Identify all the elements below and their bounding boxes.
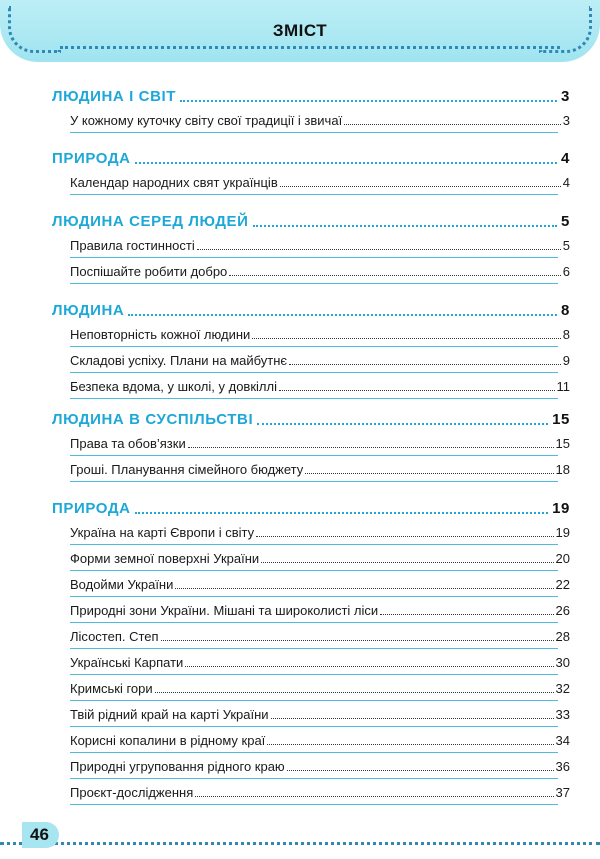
toc-entry[interactable] xyxy=(70,525,570,540)
page-number: 46 xyxy=(22,822,59,848)
entry-page-number: 5 xyxy=(562,238,570,253)
section-title: ЛЮДИНА В СУСПІЛЬСТВІ xyxy=(52,411,254,428)
section-title: ЛЮДИНА І СВІТ xyxy=(52,88,177,105)
entry-underline xyxy=(70,372,558,373)
toc-section-heading[interactable] xyxy=(52,150,570,167)
toc-entry[interactable] xyxy=(70,707,570,722)
dot-leader xyxy=(128,313,557,316)
entry-page-number: 3 xyxy=(562,113,570,128)
dot-leader xyxy=(229,274,560,276)
entry-label: Безпека вдома, у школі, у довкіллі xyxy=(70,379,277,394)
entry-underline xyxy=(70,398,558,399)
entry-underline xyxy=(70,257,558,258)
dot-leader xyxy=(380,613,553,615)
entry-underline xyxy=(70,674,558,675)
toc-entry[interactable] xyxy=(70,327,570,342)
toc-entry[interactable] xyxy=(70,113,570,128)
dot-leader xyxy=(279,389,555,391)
entry-underline xyxy=(70,804,558,805)
section-page-number: 4 xyxy=(561,150,570,167)
toc-entry[interactable] xyxy=(70,238,570,253)
toc-entry[interactable] xyxy=(70,462,570,477)
dot-leader xyxy=(267,743,553,745)
entry-underline xyxy=(70,194,558,195)
entry-label: Форми земної поверхні України xyxy=(70,551,260,566)
entry-label: Неповторність кожної людини xyxy=(70,327,251,342)
entry-page-number: 15 xyxy=(555,436,570,451)
dot-leader xyxy=(180,99,557,102)
section-page-number: 15 xyxy=(552,411,570,428)
entry-underline xyxy=(70,726,558,727)
entry-label: Україна на карті Європи і світу xyxy=(70,525,255,540)
section-title: ЛЮДИНА СЕРЕД ЛЮДЕЙ xyxy=(52,213,249,230)
entry-label: Складові успіху. Плани на майбутнє xyxy=(70,353,288,368)
entry-page-number: 20 xyxy=(555,551,570,566)
entry-underline xyxy=(70,481,558,482)
toc-entry[interactable] xyxy=(70,175,570,190)
toc-section-heading[interactable] xyxy=(52,500,570,517)
entry-page-number: 8 xyxy=(562,327,570,342)
entry-page-number: 34 xyxy=(555,733,570,748)
entry-label: Водойми України xyxy=(70,577,174,592)
toc-entry[interactable] xyxy=(70,733,570,748)
dot-leader xyxy=(253,224,558,227)
section-page-number: 8 xyxy=(561,302,570,319)
entry-page-number: 18 xyxy=(555,462,570,477)
toc-entry[interactable] xyxy=(70,785,570,800)
entry-underline xyxy=(70,596,558,597)
entry-page-number: 37 xyxy=(555,785,570,800)
entry-page-number: 22 xyxy=(555,577,570,592)
dot-leader xyxy=(261,561,553,563)
section-title: ПРИРОДА xyxy=(52,500,131,517)
entry-label: У кожному куточку світу свої традиції і звичаї xyxy=(70,113,343,128)
dot-leader xyxy=(252,337,560,339)
section-title: ЛЮДИНА xyxy=(52,302,125,319)
dot-leader xyxy=(256,535,553,537)
entry-underline xyxy=(70,648,558,649)
footer-dotted-border xyxy=(0,842,600,855)
entry-label: Права та обов’язки xyxy=(70,436,186,451)
entry-page-number: 26 xyxy=(555,603,570,618)
toc-entry[interactable] xyxy=(70,379,570,394)
entry-page-number: 4 xyxy=(562,175,570,190)
toc-entry[interactable] xyxy=(70,436,570,451)
entry-label: Корисні копалини в рідному краї xyxy=(70,733,266,748)
entry-page-number: 36 xyxy=(555,759,570,774)
toc-entry[interactable] xyxy=(70,655,570,670)
entry-underline xyxy=(70,544,558,545)
entry-page-number: 28 xyxy=(555,629,570,644)
section-page-number: 3 xyxy=(561,88,570,105)
entry-label: Твій рідний край на карті України xyxy=(70,707,269,722)
dot-leader xyxy=(188,446,554,448)
entry-page-number: 11 xyxy=(556,379,570,394)
entry-label: Кримські гори xyxy=(70,681,153,696)
dot-leader xyxy=(135,161,557,164)
entry-underline xyxy=(70,700,558,701)
dot-leader xyxy=(195,795,553,797)
entry-underline xyxy=(70,570,558,571)
dot-leader xyxy=(280,185,561,187)
header-dotted-border xyxy=(60,46,560,51)
entry-page-number: 9 xyxy=(562,353,570,368)
entry-label: Природні зони України. Мішані та широколисті ліси xyxy=(70,603,379,618)
dot-leader xyxy=(161,639,554,641)
dot-leader xyxy=(257,422,548,425)
entry-page-number: 33 xyxy=(555,707,570,722)
entry-page-number: 32 xyxy=(555,681,570,696)
entry-label: Гроші. Планування сімейного бюджету xyxy=(70,462,304,477)
entry-label: Календар народних свят українців xyxy=(70,175,278,190)
toc-entry[interactable] xyxy=(70,759,570,774)
section-page-number: 19 xyxy=(552,500,570,517)
toc-entry[interactable] xyxy=(70,681,570,696)
entry-underline xyxy=(70,778,558,779)
dot-leader xyxy=(271,717,554,719)
toc-section-heading[interactable] xyxy=(52,411,570,428)
toc-entry[interactable] xyxy=(70,603,570,618)
entry-underline xyxy=(70,752,558,753)
entry-underline xyxy=(70,455,558,456)
entry-label: Поспішайте робити добро xyxy=(70,264,228,279)
toc-entry[interactable] xyxy=(70,551,570,566)
dot-leader xyxy=(344,123,561,125)
entry-underline xyxy=(70,132,558,133)
toc-section-heading[interactable] xyxy=(52,88,570,105)
entry-underline xyxy=(70,622,558,623)
page-title: ЗМІСТ xyxy=(272,21,328,40)
entry-page-number: 6 xyxy=(562,264,570,279)
dot-leader xyxy=(289,363,561,365)
entry-underline xyxy=(70,346,558,347)
toc-entry[interactable] xyxy=(70,264,570,279)
entry-page-number: 30 xyxy=(555,655,570,670)
entry-label: Правила гостинності xyxy=(70,238,195,253)
entry-page-number: 19 xyxy=(555,525,570,540)
section-page-number: 5 xyxy=(561,213,570,230)
entry-label: Лісостеп. Степ xyxy=(70,629,159,644)
dot-leader xyxy=(155,691,554,693)
entry-label: Українські Карпати xyxy=(70,655,184,670)
toc-entry[interactable] xyxy=(70,353,570,368)
entry-label: Природні угруповання рідного краю xyxy=(70,759,285,774)
section-title: ПРИРОДА xyxy=(52,150,131,167)
dot-leader xyxy=(197,248,561,250)
dot-leader xyxy=(305,472,553,474)
toc-section-heading[interactable] xyxy=(52,213,570,230)
entry-underline xyxy=(70,283,558,284)
dot-leader xyxy=(135,511,549,514)
dot-leader xyxy=(287,769,554,771)
toc-section-heading[interactable] xyxy=(52,302,570,319)
toc-entry[interactable] xyxy=(70,577,570,592)
toc-entry[interactable] xyxy=(70,629,570,644)
entry-label: Проєкт-дослідження xyxy=(70,785,194,800)
dot-leader xyxy=(185,665,553,667)
dot-leader xyxy=(175,587,553,589)
